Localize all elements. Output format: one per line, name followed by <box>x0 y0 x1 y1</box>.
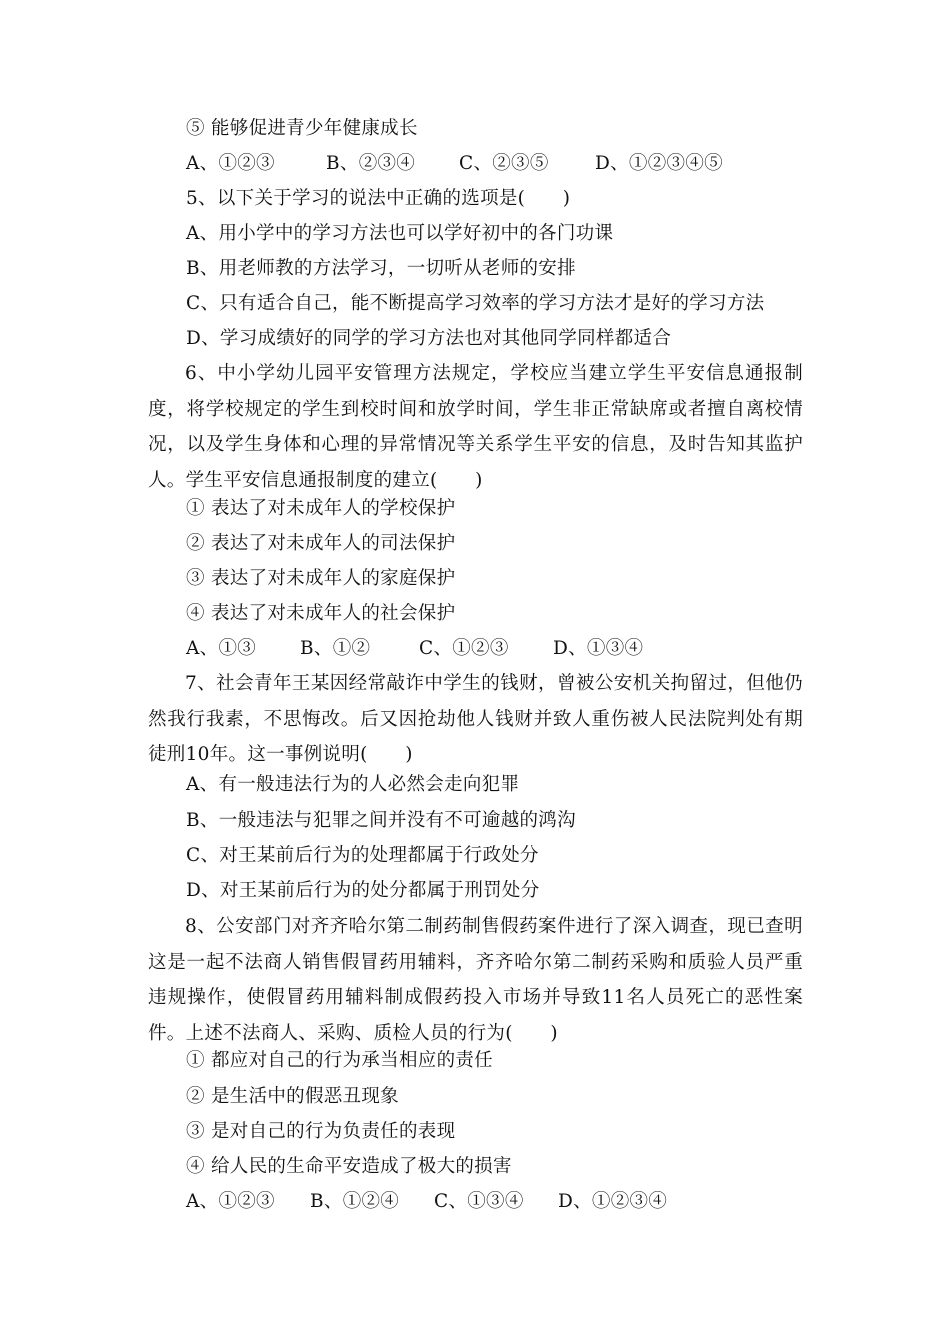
q6-item-1: ① 表达了对未成年人的学校保护 <box>186 498 456 519</box>
q8-stem: 8、公安部门对齐齐哈尔第二制药制售假药案件进行了深入调查，现已查明这是一起不法商人销售假冒药用辅料，齐齐哈尔第二制药采购和质验人员严重违规操作，使假冒药用辅料制成假药投入市场并导致11名人员死亡的恶性案件。上述不法商人、采购、质检人员的行为( ) <box>148 916 803 1044</box>
q5-stem: 5、以下关于学习的说法中正确的选项是( ) <box>186 188 571 209</box>
q7-option-c: C、对王某前后行为的处理都属于行政处分 <box>186 845 539 866</box>
q7-option-a: A、有一般违法行为的人必然会走向犯罪 <box>186 774 520 795</box>
q6-option-a: A、①③ <box>186 638 257 659</box>
q7-option-d: D、对王某前后行为的处分都属于刑罚处分 <box>186 880 540 901</box>
q8-item-2: ② 是生活中的假恶丑现象 <box>186 1086 399 1107</box>
q6-option-b: B、①② <box>300 638 371 659</box>
q8-option-c: C、①③④ <box>434 1191 524 1212</box>
q6-stem: 6、中小学幼儿园平安管理方法规定，学校应当建立学生平安信息通报制度，将学校规定的学生到校时间和放学时间，学生非正常缺席或者擅自离校情况，以及学生身体和心理的异常情况等关系学生平安的信息，及时告知其监护人。学生平安信息通报制度的建立( ) <box>148 363 803 491</box>
q4-item-5: ⑤ 能够促进青少年健康成长 <box>186 118 418 139</box>
q8-item-3: ③ 是对自己的行为负责任的表现 <box>186 1121 456 1142</box>
q8-item-1: ① 都应对自己的行为承当相应的责任 <box>186 1050 493 1071</box>
q7-option-b: B、一般违法与犯罪之间并没有不可逾越的鸿沟 <box>186 810 576 831</box>
q4-option-a: A、①②③ <box>186 153 275 174</box>
q6-option-d: D、①③④ <box>553 638 644 659</box>
q5-option-c: C、只有适合自己，能不断提高学习效率的学习方法才是好的学习方法 <box>186 293 765 314</box>
q8-option-d: D、①②③④ <box>558 1191 668 1212</box>
q6-item-4: ④ 表达了对未成年人的社会保护 <box>186 603 456 624</box>
q5-option-b: B、用老师教的方法学习，一切听从老师的安排 <box>186 258 576 279</box>
q5-option-d: D、学习成绩好的同学的学习方法也对其他同学同样都适合 <box>186 328 672 349</box>
q8-option-b: B、①②④ <box>310 1191 400 1212</box>
q5-option-a: A、用小学中的学习方法也可以学好初中的各门功课 <box>186 223 614 244</box>
q4-option-d: D、①②③④⑤ <box>595 153 723 174</box>
q7-stem: 7、社会青年王某因经常敲诈中学生的钱财，曾被公安机关拘留过，但他仍然我行我素，不思悔改。后又因抢劫他人钱财并致人重伤被人民法院判处有期徒刑10年。这一事例说明( ) <box>148 673 803 765</box>
q8-option-a: A、①②③ <box>186 1191 275 1212</box>
q4-option-b: B、②③④ <box>326 153 416 174</box>
q6-item-2: ② 表达了对未成年人的司法保护 <box>186 533 456 554</box>
q8-item-4: ④ 给人民的生命平安造成了极大的损害 <box>186 1156 512 1177</box>
q4-option-c: C、②③⑤ <box>459 153 549 174</box>
q6-item-3: ③ 表达了对未成年人的家庭保护 <box>186 568 456 589</box>
q6-option-c: C、①②③ <box>419 638 509 659</box>
